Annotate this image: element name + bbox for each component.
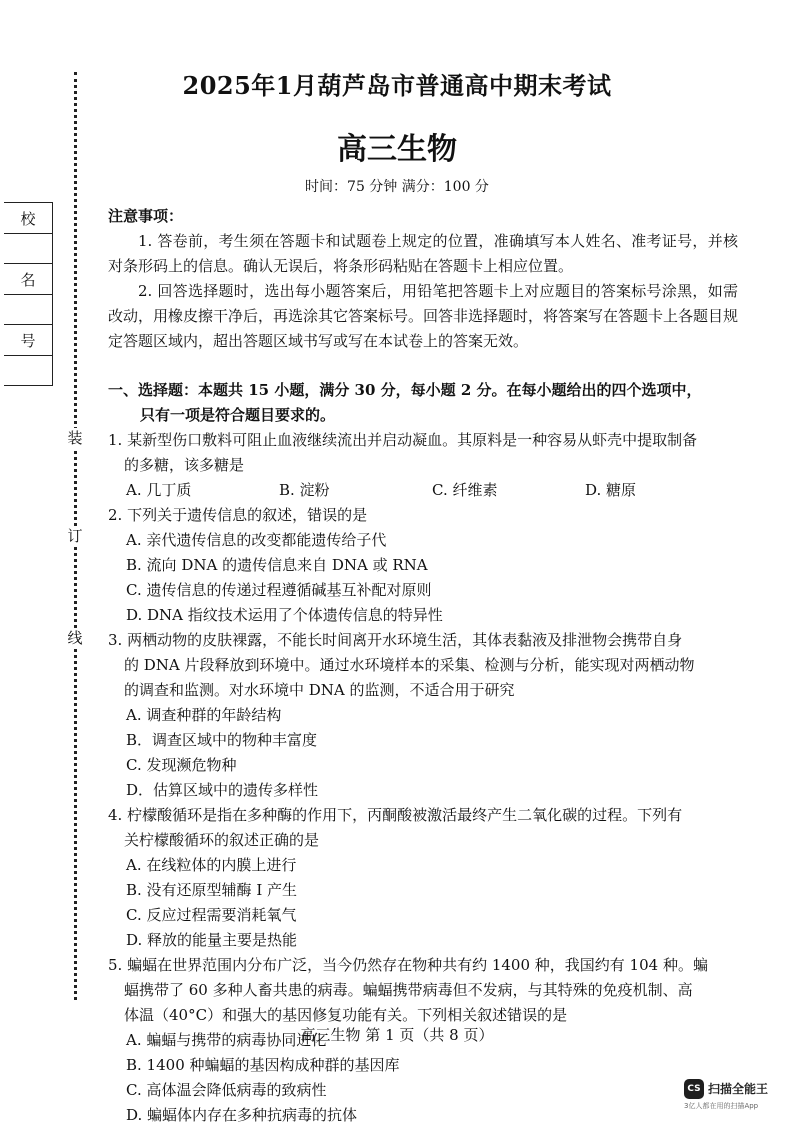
camscanner-logo-icon: CS bbox=[684, 1079, 704, 1099]
binding-char-zhuang: 装 bbox=[67, 429, 83, 447]
watermark-slogan: 3亿人都在用的扫描App bbox=[684, 1102, 759, 1110]
question-stem-cont: 关柠檬酸循环的叙述正确的是 bbox=[124, 831, 320, 849]
option-d: D．估算区域中的遗传多样性 bbox=[126, 781, 319, 799]
notice-title: 注意事项： bbox=[108, 207, 184, 225]
option-c: C. 高体温会降低病毒的致病性 bbox=[126, 1081, 327, 1099]
question-stem-cont: 的 DNA 片段释放到环境中。通过水环境样本的采集、检测与分析，能实现对两栖动物 bbox=[124, 656, 695, 674]
question-stem-cont: 的调查和监测。对水环境中 DNA 的监测，不适合用于研究 bbox=[124, 681, 515, 699]
watermark-app-name: 扫描全能王 bbox=[708, 1082, 769, 1096]
section-heading-line2: 只有一项是符合题目要求的。 bbox=[140, 406, 336, 424]
section-heading-line1: 一、选择题：本题共 15 小题，满分 30 分，每小题 2 分。在每小题给出的四个选项中， bbox=[108, 381, 702, 399]
number-label: 号 bbox=[4, 325, 52, 356]
page-footer: 高三生物 第 1 页（共 8 页） bbox=[300, 1026, 494, 1044]
binding-char-ding: 订 bbox=[67, 527, 83, 545]
exam-title: 2025年1月葫芦岛市普通高中期末考试 bbox=[182, 71, 612, 100]
question-stem-cont: 蝠携带了 60 多种人畜共患的病毒。蝙蝠携带病毒但不发病，与其特殊的免疫机制、高 bbox=[124, 981, 693, 999]
option-b: B. 淀粉 bbox=[279, 481, 330, 499]
scanner-watermark bbox=[684, 1075, 788, 1115]
option-a: A. 亲代遗传信息的改变都能遗传给子代 bbox=[126, 531, 387, 549]
subject-title: 高三生物 bbox=[337, 132, 457, 167]
option-c: C. 遗传信息的传递过程遵循碱基互补配对原则 bbox=[126, 581, 432, 599]
option-a: A. 蝙蝠与携带的病毒协同进化 bbox=[126, 1031, 327, 1049]
question-1 bbox=[108, 428, 738, 503]
option-a: A. 在线粒体的内膜上进行 bbox=[126, 856, 297, 874]
question-stem: 5. 蝙蝠在世界范围内分布广泛，当今仍然存在物种共有约 1400 种，我国约有 104 种。蝙 bbox=[108, 956, 708, 974]
option-d: D. 蝙蝠体内存在多种抗病毒的抗体 bbox=[126, 1106, 358, 1124]
student-info-box bbox=[4, 202, 53, 386]
question-stem: 2. 下列关于遗传信息的叙述，错误的是 bbox=[108, 506, 368, 524]
option-a: A. 几丁质 bbox=[126, 481, 192, 499]
exam-content bbox=[108, 204, 738, 1128]
question-2 bbox=[108, 503, 738, 628]
option-b: B．调查区域中的物种丰富度 bbox=[126, 731, 318, 749]
section-heading bbox=[108, 378, 738, 428]
option-d: D. 糖原 bbox=[585, 481, 637, 499]
number-blank bbox=[4, 356, 52, 385]
question-stem-cont: 的多糖，该多糖是 bbox=[124, 456, 245, 474]
question-stem: 1. 某新型伤口敷料可阻止血液继续流出并启动凝血。其原料是一种容易从虾壳中提取制备 bbox=[108, 431, 698, 449]
option-d: D. DNA 指纹技术运用了个体遗传信息的特异性 bbox=[126, 606, 443, 624]
option-b: B. 没有还原型辅酶 I 产生 bbox=[126, 881, 298, 899]
option-c: C. 纤维素 bbox=[432, 481, 498, 499]
question-3 bbox=[108, 628, 738, 803]
question-4 bbox=[108, 803, 738, 953]
name-blank bbox=[4, 295, 52, 325]
option-a: A. 调查种群的年龄结构 bbox=[126, 706, 282, 724]
option-b: B. 1400 种蝙蝠的基因构成种群的基因库 bbox=[126, 1056, 400, 1074]
question-stem: 4. 柠檬酸循环是指在多种酶的作用下，丙酮酸被激活最终产生二氧化碳的过程。下列有 bbox=[108, 806, 683, 824]
notice-paragraph-1: 1. 答卷前，考生须在答题卡和试题卷上规定的位置，准确填写本人姓名、准考证号，并核对条形码上的信息。确认无误后，将条形码粘贴在答题卡上相应位置。 bbox=[108, 232, 738, 275]
name-label: 名 bbox=[4, 264, 52, 295]
time-info: 时间：75 分钟 满分：100 分 bbox=[305, 179, 489, 195]
notice-paragraph-2: 2. 回答选择题时，选出每小题答案后，用铅笔把答题卡上对应题目的答案标号涂黑，如需改动，用橡皮擦干净后，再选涂其它答案标号。回答非选择题时，将答案写在答题卡上各题目规定答题区域内，超出答题区域书写或写在本试卷上的答案无效。 bbox=[108, 282, 739, 350]
option-c: C. 反应过程需要消耗氧气 bbox=[126, 906, 297, 924]
option-d: D. 释放的能量主要是热能 bbox=[126, 931, 298, 949]
question-stem: 3. 两栖动物的皮肤裸露，不能长时间离开水环境生活，其体表黏液及排泄物会携带自身 bbox=[108, 631, 683, 649]
binding-char-xian: 线 bbox=[67, 629, 83, 647]
question-stem-cont: 体温（40°C）和强大的基因修复功能有关。下列相关叙述错误的是 bbox=[124, 1006, 568, 1024]
option-c: C. 发现濒危物种 bbox=[126, 756, 237, 774]
school-blank bbox=[4, 234, 52, 264]
option-b: B. 流向 DNA 的遗传信息来自 DNA 或 RNA bbox=[126, 556, 428, 574]
school-label: 校 bbox=[4, 203, 52, 234]
